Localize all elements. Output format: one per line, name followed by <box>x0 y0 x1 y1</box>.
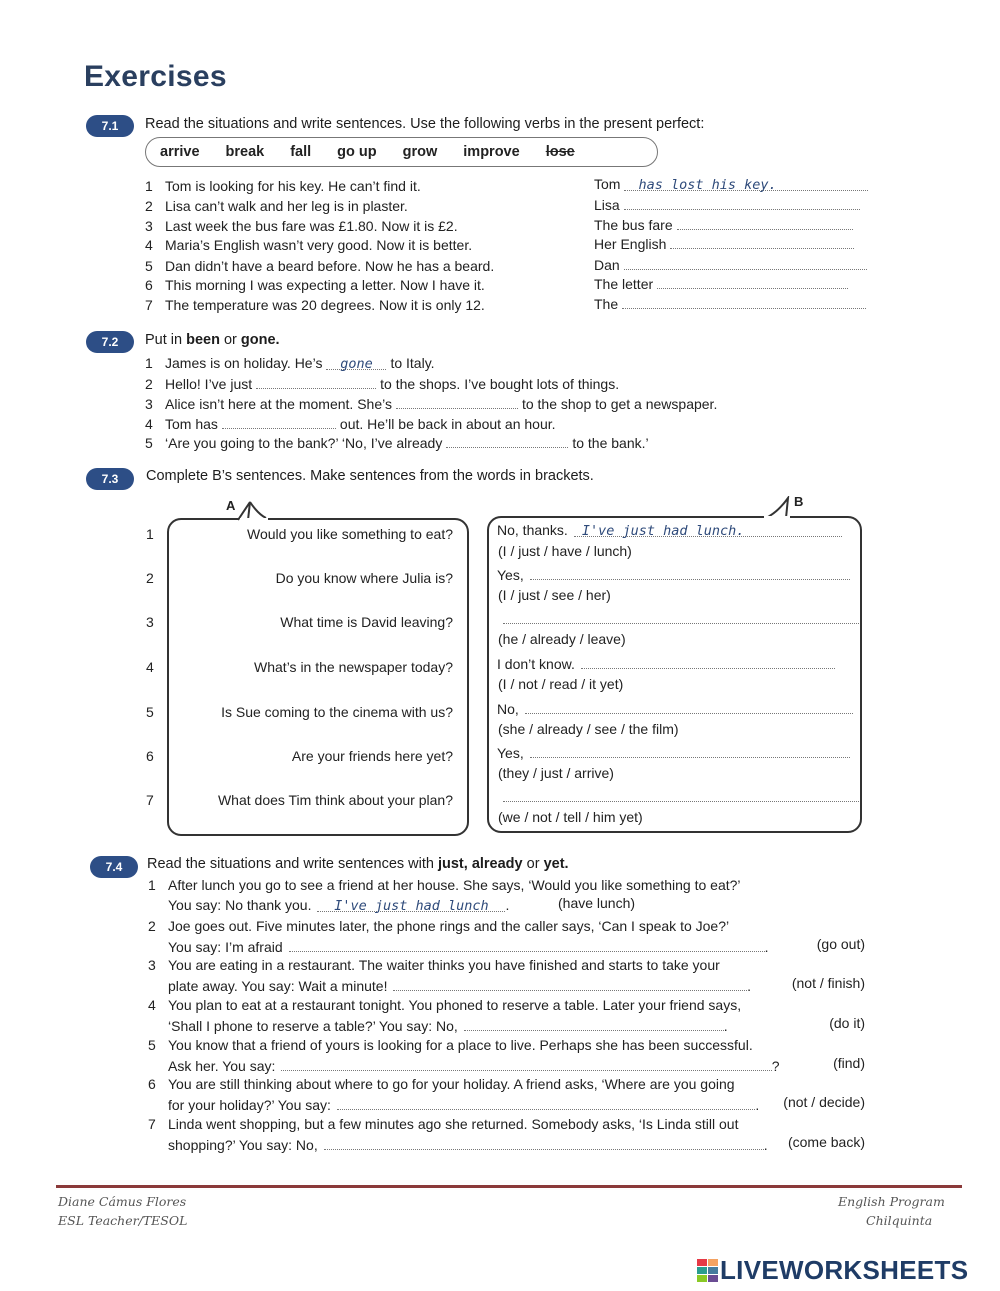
answer-field[interactable] <box>324 1136 764 1150</box>
word-hint: (I / just / have / lunch) <box>498 543 632 559</box>
sentence-start: The letter <box>594 276 654 292</box>
exercise-7-1-answer-line <box>594 216 853 233</box>
answer-field[interactable] <box>525 700 853 714</box>
answer-field[interactable] <box>657 275 848 289</box>
answer-field[interactable] <box>624 256 868 270</box>
answer-field[interactable]: has lost his key. <box>624 177 868 191</box>
answer-start: I don’t know. <box>497 656 575 672</box>
sentence-after: to the shops. I’ve bought lots of things. <box>380 376 620 392</box>
exercise-7-1-item <box>145 297 485 313</box>
verb-cue: (go out) <box>816 936 865 952</box>
situation-text: Tom is looking for his key. He can’t find it. <box>165 178 421 194</box>
verb-word: arrive <box>160 144 200 160</box>
instruction-text: Read the situations and write sentences with <box>147 856 438 872</box>
verb-cue: (find) <box>833 1055 865 1071</box>
sentence-before: ‘Are you going to the bank?’ ‘No, I’ve already <box>165 435 443 451</box>
speaker-b-answer-line <box>497 700 853 717</box>
verb-cue: (do it) <box>829 1015 865 1031</box>
situation-text: Lisa can’t walk and her leg is in plaster. <box>165 198 408 214</box>
situation-text: Maria’s English wasn’t very good. Now it is better. <box>165 237 473 253</box>
answer-field[interactable] <box>530 744 850 758</box>
exercise-badge-7-4: 7.4 <box>90 856 138 878</box>
exercise-7-4-situation <box>148 1037 753 1053</box>
item-number: 5 <box>146 704 154 720</box>
exercise-7-4-situation <box>148 918 729 934</box>
verb-word: improve <box>463 144 520 160</box>
item-number: 2 <box>148 918 156 934</box>
verb-cue: (come back) <box>787 1134 865 1150</box>
response-start: You say: No thank you. <box>168 897 312 913</box>
situation-text: Dan didn’t have a beard before. Now he has a beard. <box>165 258 495 274</box>
verb-word: break <box>225 144 265 160</box>
speaker-b-answer-line <box>497 610 859 627</box>
sentence-after: to Italy. <box>390 355 435 371</box>
exercise-badge-7-2: 7.2 <box>86 331 134 353</box>
sentence-start: The <box>594 296 619 312</box>
speech-bubble-b <box>487 516 862 833</box>
item-number: 3 <box>145 396 153 412</box>
speaker-a-question: What time is David leaving? <box>280 614 453 630</box>
answer-field[interactable] <box>222 415 336 429</box>
speaker-a-label: A <box>226 498 236 513</box>
exercise-7-1-instruction: Read the situations and write sentences. Use the following verbs in the present perfect: <box>145 116 705 132</box>
sentence-end: . <box>755 1097 760 1113</box>
item-number: 7 <box>146 792 154 808</box>
exercise-7-4-situation <box>148 1116 738 1132</box>
situation-text: Joe goes out. Five minutes later, the phone rings and the caller says, ‘Can I speak to Joe?’ <box>168 918 730 934</box>
instruction-bold: been <box>186 332 220 348</box>
sentence-after: out. He’ll be back in about an hour. <box>339 416 556 432</box>
item-number: 3 <box>148 957 156 973</box>
item-number: 6 <box>148 1076 156 1092</box>
exercise-7-4-response <box>168 1136 768 1153</box>
sentence-end: . <box>764 939 769 955</box>
exercise-7-4-response <box>168 938 769 955</box>
response-start: for your holiday?’ You say: <box>168 1097 331 1113</box>
word-hint: (he / already / leave) <box>498 631 626 647</box>
instruction-text: Put in <box>145 332 187 348</box>
response-start: shopping?’ You say: No, <box>168 1137 318 1153</box>
sentence-start: Lisa <box>594 197 620 213</box>
speaker-a-question: Are your friends here yet? <box>291 748 453 764</box>
exercise-7-2-item <box>145 355 435 371</box>
item-number: 4 <box>146 659 154 675</box>
speech-bubble-a <box>167 518 469 836</box>
answer-field[interactable] <box>337 1096 755 1110</box>
liveworksheets-logo-text: LIVEWORKSHEETS <box>720 1255 969 1285</box>
verb-cue: (have lunch) <box>558 895 636 911</box>
answer-start: No, <box>497 701 519 717</box>
answer-start: Yes, <box>497 567 524 583</box>
exercise-7-4-response <box>168 1057 780 1074</box>
page-title: Exercises <box>84 60 227 93</box>
exercise-7-2-item <box>145 375 619 392</box>
exercise-7-1-answer-line <box>594 295 866 312</box>
exercise-7-1-answer-line <box>594 196 860 213</box>
verb-cue: (not / decide) <box>783 1094 865 1110</box>
sentence-after: to the shop to get a newspaper. <box>521 396 718 412</box>
instruction-text: or <box>219 332 241 348</box>
sentence-start: Dan <box>594 257 620 273</box>
exercise-7-4-response <box>168 1017 728 1034</box>
situation-text: After lunch you go to see a friend at her house. She says, ‘Would you like something to eat?’ <box>168 877 741 893</box>
answer-field[interactable] <box>396 395 518 409</box>
item-number: 6 <box>145 277 153 293</box>
answer-field[interactable] <box>530 566 850 580</box>
situation-text: You plan to eat at a restaurant tonight. You phoned to reserve a table. Later your friend says, <box>168 997 742 1013</box>
exercise-7-1-answer-line <box>594 176 868 192</box>
exercise-7-4-response <box>168 897 509 913</box>
exercise-7-1-item <box>145 218 458 234</box>
exercise-7-2-item <box>145 395 717 412</box>
response-start: ‘Shall I phone to reserve a table?’ You say: No, <box>168 1018 458 1034</box>
bubble-a-tail <box>236 500 276 526</box>
instruction-bold: just, already <box>437 856 523 872</box>
exercise-7-3-instruction: Complete B’s sentences. Make sentences from the words in brackets. <box>146 468 594 484</box>
exercise-7-1-item <box>145 277 485 293</box>
answer-field[interactable] <box>503 610 859 624</box>
situation-text: Last week the bus fare was £1.80. Now it is £2. <box>165 218 458 234</box>
item-number: 6 <box>146 748 154 764</box>
word-hint: (she / already / see / the film) <box>498 721 679 737</box>
item-number: 7 <box>145 297 153 313</box>
item-number: 3 <box>146 614 154 630</box>
item-number: 1 <box>146 526 154 542</box>
answer-field[interactable] <box>677 216 853 230</box>
answer-field[interactable] <box>624 196 860 210</box>
situation-text: You are eating in a restaurant. The waiter thinks you have finished and starts to take your <box>168 957 720 973</box>
item-number: 2 <box>146 570 154 586</box>
answer-field[interactable] <box>464 1017 724 1031</box>
word-hint: (they / just / arrive) <box>498 765 614 781</box>
footer-divider <box>56 1185 962 1188</box>
exercise-7-4-situation <box>148 957 720 973</box>
footer-author-title: ESL Teacher/TESOL <box>58 1213 188 1228</box>
answer-field[interactable] <box>256 375 376 389</box>
item-number: 7 <box>148 1116 156 1132</box>
sentence-before: Tom has <box>165 416 218 432</box>
exercise-7-2-instruction <box>145 332 280 348</box>
response-start: Ask her. You say: <box>168 1058 276 1074</box>
verb-cue: (not / finish) <box>791 975 865 991</box>
situation-text: The temperature was 20 degrees. Now it is only 12. <box>165 297 485 313</box>
sentence-after: to the bank.’ <box>572 435 649 451</box>
item-number: 4 <box>145 416 153 432</box>
speaker-a-question: Would you like something to eat? <box>247 526 453 542</box>
verb-word: grow <box>402 144 438 160</box>
sentence-start: Tom <box>594 176 621 192</box>
answer-field[interactable] <box>622 295 866 309</box>
item-number: 4 <box>148 997 156 1013</box>
exercise-badge-7-3: 7.3 <box>86 468 134 490</box>
exercise-7-2-item <box>145 434 649 451</box>
item-number: 5 <box>148 1037 156 1053</box>
item-number: 3 <box>145 218 153 234</box>
item-number: 5 <box>145 435 153 451</box>
exercise-7-1-item <box>145 258 494 274</box>
word-hint: (I / not / read / it yet) <box>498 676 624 692</box>
speaker-b-answer-line <box>497 522 842 538</box>
speaker-b-label: B <box>794 494 804 509</box>
exercise-7-4-response <box>168 977 751 994</box>
word-hint: (I / just / see / her) <box>498 587 611 603</box>
exercise-7-2-item <box>145 415 556 432</box>
exercise-7-4-situation <box>148 997 741 1013</box>
sentence-before: Alice isn’t here at the moment. She’s <box>165 396 392 412</box>
footer-program: English Program <box>838 1194 945 1209</box>
sentence-end: ? <box>771 1058 780 1074</box>
exercise-7-4-response <box>168 1096 759 1113</box>
exercise-7-1-answer-line <box>594 235 854 252</box>
sentence-end: . <box>763 1137 768 1153</box>
exercise-7-1-answer-line <box>594 275 848 292</box>
exercise-7-1-item <box>145 178 421 194</box>
answer-start: Yes, <box>497 745 524 761</box>
verb-word-box <box>145 137 658 167</box>
exercise-7-4-situation <box>148 1076 735 1092</box>
answer-field[interactable] <box>446 434 568 448</box>
answer-field[interactable]: I've just had lunch <box>317 898 505 912</box>
speaker-b-answer-line <box>497 744 850 761</box>
verb-word: fall <box>290 144 312 160</box>
answer-field[interactable]: gone <box>326 356 386 370</box>
situation-text: Linda went shopping, but a few minutes ago she returned. Somebody asks, ‘Is Linda still out <box>168 1116 739 1132</box>
verb-word: go up <box>337 144 377 160</box>
sentence-start: Her English <box>594 236 667 252</box>
sentence-end: . <box>747 978 751 994</box>
item-number: 1 <box>145 355 153 371</box>
footer-organization: Chilquinta <box>866 1213 933 1228</box>
speaker-b-answer-line <box>497 655 835 672</box>
response-start: plate away. You say: Wait a minute! <box>168 978 388 994</box>
sentence-start: The bus fare <box>594 217 673 233</box>
answer-start: No, thanks. <box>497 522 568 538</box>
answer-field[interactable]: I've just had lunch. <box>574 523 843 537</box>
exercise-7-4-situation <box>148 877 741 893</box>
sentence-end: . <box>723 1018 728 1034</box>
speaker-b-answer-line <box>497 788 859 805</box>
sentence-before: Hello! I’ve just <box>165 376 253 392</box>
bubble-b-tail <box>760 496 800 522</box>
item-number: 1 <box>145 178 153 194</box>
item-number: 5 <box>145 258 153 274</box>
exercise-badge-7-1: 7.1 <box>86 115 134 137</box>
exercise-7-4-instruction <box>147 856 569 872</box>
situation-text: This morning I was expecting a letter. Now I have it. <box>165 277 485 293</box>
item-number: 2 <box>145 198 153 214</box>
answer-field[interactable] <box>289 938 765 952</box>
answer-field[interactable] <box>581 655 835 669</box>
exercise-7-1-item <box>145 237 472 253</box>
item-number: 4 <box>145 237 153 253</box>
instruction-bold: yet. <box>543 856 569 872</box>
answer-field[interactable] <box>281 1057 771 1071</box>
situation-text: You are still thinking about where to go for your holiday. A friend asks, ‘Where are you going <box>168 1076 735 1092</box>
exercise-7-1-item <box>145 198 408 214</box>
response-start: You say: I’m afraid <box>168 939 283 955</box>
sentence-before: James is on holiday. He’s <box>165 355 323 371</box>
word-hint: (we / not / tell / him yet) <box>498 809 643 825</box>
item-number: 2 <box>145 376 153 392</box>
exercise-7-1-answer-line <box>594 256 867 273</box>
verb-word-crossed: lose <box>545 144 575 160</box>
liveworksheets-logo <box>696 1255 968 1286</box>
instruction-bold: gone. <box>240 332 280 348</box>
answer-field[interactable] <box>503 788 859 802</box>
answer-field[interactable] <box>393 977 747 991</box>
speaker-a-question: What does Tim think about your plan? <box>217 792 453 808</box>
sentence-end: . <box>505 897 510 913</box>
footer-author: Diane Cámus Flores <box>58 1194 187 1209</box>
speaker-a-question: Is Sue coming to the cinema with us? <box>221 704 453 720</box>
situation-text: You know that a friend of yours is looking for a place to live. Perhaps she has been successful. <box>168 1037 753 1053</box>
answer-field[interactable] <box>670 235 854 249</box>
item-number: 1 <box>148 877 156 893</box>
speaker-b-answer-line <box>497 566 850 583</box>
liveworksheets-logo-icon <box>696 1258 720 1284</box>
speaker-a-question: Do you know where Julia is? <box>275 570 453 586</box>
speaker-a-question: What’s in the newspaper today? <box>254 659 453 675</box>
instruction-text: or <box>522 856 544 872</box>
